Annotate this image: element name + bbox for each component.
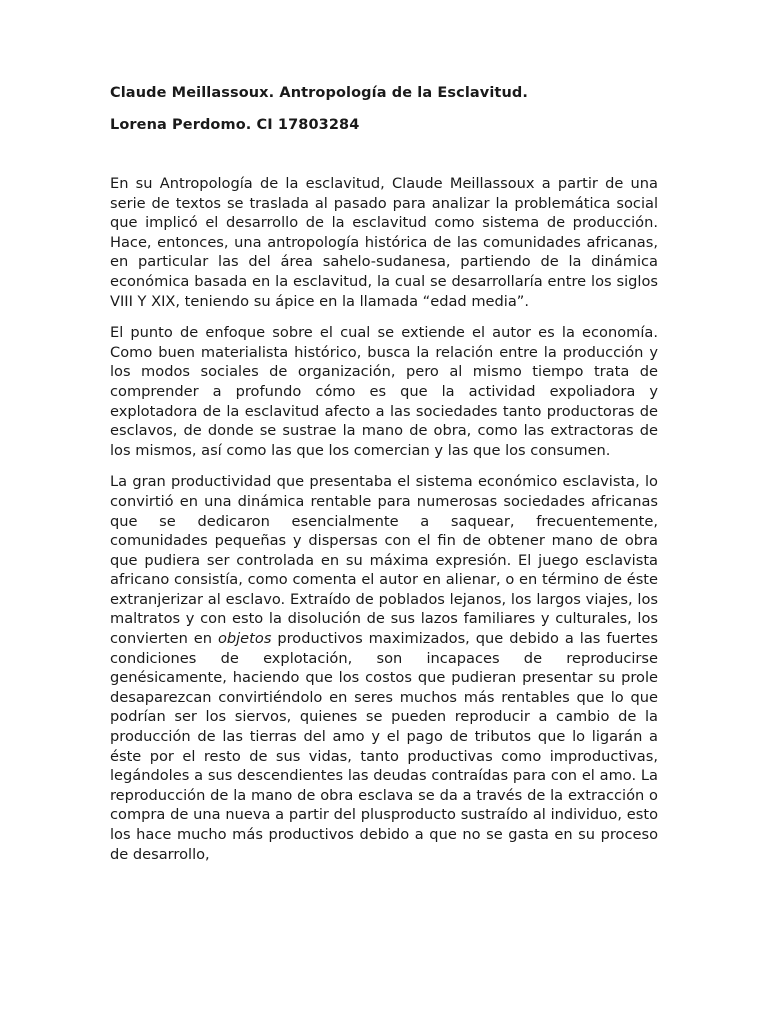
document-page [110, 82, 658, 876]
author-line: Lorena Perdomo. CI 17803284 [110, 117, 360, 133]
paragraph-3-italic-word: objetos [217, 630, 272, 648]
paragraph-3-text-a: La gran productividad que presentaba el sistema económico esclavista, lo convirtió en una dinámica rentable para numerosas sociedades africanas que se dedicaron esencialmente a saquear, frecuentemente, comunidades pequeñas y dispersas con el fin de obtener mano de obra que pudiera ser controlada en su máxima expresión. El juego esclavista africano consistía, como comenta el autor en alienar, o en término de éste extranjerizar al esclavo. Extraído de poblados lejanos, los largos viajes, los maltratos y con esto la disolución de sus lazos familiares y culturales, los convierten en [110, 473, 658, 648]
paragraph-1: En su Antropología de la esclavitud, Claude Meillassoux a partir de una serie de textos se traslada al pasado para analizar la problemática social que implicó el desarrollo de la esclavitud como sistema de producción. Hace, entonces, una antropología histórica de las comunidades africanas, en particular las del área sahelo-sudanesa, partiendo de la dinámica económica basada en la esclavitud, la cual se desarrollaría entre los siglos VIII Y XIX, teniendo su ápice en la llamada “edad media”. [110, 175, 658, 310]
paragraph-3 [110, 472, 658, 864]
paragraph-2: El punto de enfoque sobre el cual se extiende el autor es la economía. Como buen materialista histórico, busca la relación entre la producción y los modos sociales de organización, pero al mismo tiempo trata de comprender a profundo cómo es que la actividad expoliadora y explotadora de la esclavitud afecto a las sociedades tanto productoras de esclavos, de donde se sustrae la mano de obra, como las extractoras de los mismos, así como las que los comercian y las que los consumen. [110, 324, 658, 459]
paragraph-3-text-b: productivos maximizados, que debido a las fuertes condiciones de explotación, son incapaces de reproducirse genésicamente, haciendo que los costos que pudieran presentar su prole desaparezcan convirtiéndolo en seres muchos más rentables que lo que podrían ser los siervos, quienes se pueden reproducir a cambio de la producción de las tierras del amo y el pago de tributos que lo ligarán a éste por el resto de sus vidas, tanto productivas como improductivas, legándoles a sus descendientes las deudas contraídas para con el amo. La reproducción de la mano de obra esclava se da a través de la extracción o compra de una nueva a partir del plusproducto sustraído al individuo, esto los hace mucho más productivos debido a que no se gasta en su proceso de desarrollo, [110, 630, 658, 863]
document-title: Claude Meillassoux. Antropología de la Esclavitud. [110, 85, 528, 101]
